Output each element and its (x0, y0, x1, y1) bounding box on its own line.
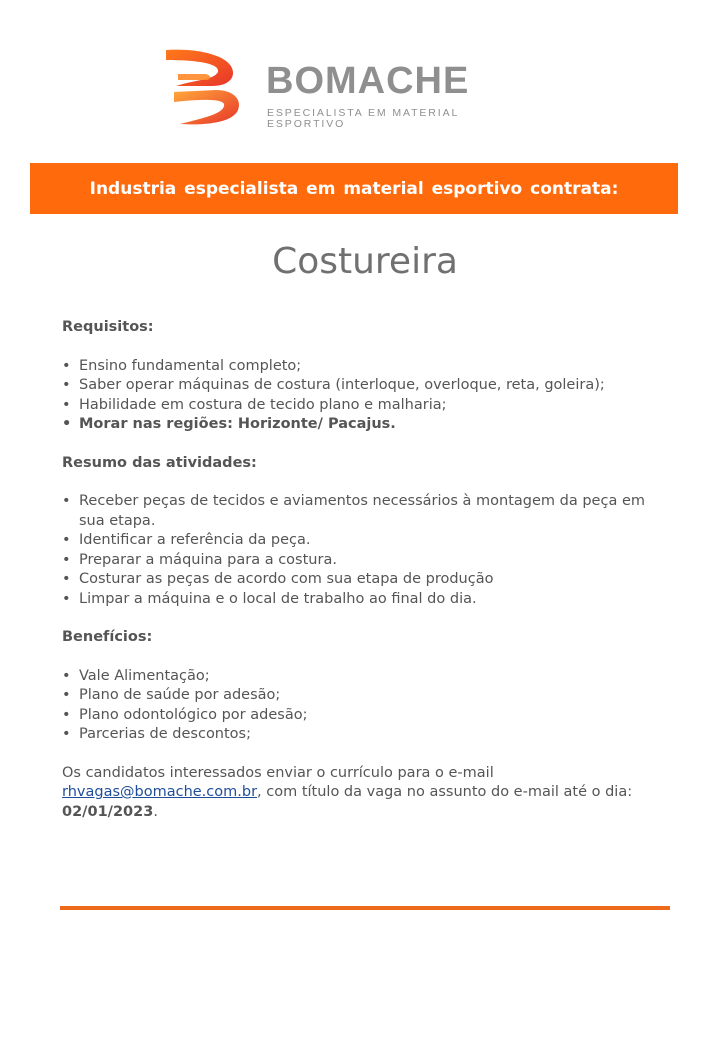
application-instructions (62, 764, 662, 823)
contact-intro: Os candidatos interessados enviar o currículo para o e-mail (62, 764, 494, 781)
hiring-banner-text: Industria especialista em material esportivo contrata: (89, 178, 619, 199)
list-item: • Saber operar máquinas de costura (interloque, overloque, reta, goleira); (62, 376, 662, 396)
list-item: • Plano odontológico por adesão; (62, 706, 662, 726)
bomache-b-mark-icon (164, 46, 244, 126)
contact-end: . (153, 803, 158, 820)
hiring-banner (30, 163, 678, 214)
list-item: • Ensino fundamental completo; (62, 357, 662, 377)
job-title: Costureira (272, 241, 458, 282)
list-item: • Identificar a referência da peça. (62, 531, 662, 551)
footer-divider (60, 906, 670, 910)
email-link[interactable]: rhvagas@bomache.com.br (62, 784, 258, 800)
requirements-list (62, 357, 662, 435)
brand-logo (160, 44, 540, 130)
job-description (62, 318, 662, 822)
brand-name: BOMACHE (266, 60, 470, 102)
list-item: • Habilidade em costura de tecido plano e malharia; (62, 396, 662, 416)
list-item: • Preparar a máquina para a costura. (62, 551, 662, 571)
benefits-list (62, 667, 662, 745)
list-item: • Receber peças de tecidos e aviamentos necessários à montagem da peça em sua etapa. (62, 492, 662, 531)
requirements-heading: Requisitos: (62, 319, 154, 335)
list-item: • Parcerias de descontos; (62, 725, 662, 745)
list-item: • Limpar a máquina e o local de trabalho ao final do dia. (62, 590, 662, 610)
activities-list (62, 492, 662, 609)
list-item: • Morar nas regiões: Horizonte/ Pacajus. (62, 415, 662, 435)
brand-tagline: ESPECIALISTA EM MATERIAL ESPORTIVO (267, 107, 459, 130)
list-item: • Vale Alimentação; (62, 667, 662, 687)
list-item: • Costurar as peças de acordo com sua etapa de produção (62, 570, 662, 590)
contact-middle: , com título da vaga no assunto do e-mail até o dia: (257, 784, 633, 800)
activities-heading: Resumo das atividades: (62, 454, 257, 471)
list-item: • Plano de saúde por adesão; (62, 686, 662, 706)
deadline-date: 02/01/2023 (62, 803, 154, 820)
benefits-heading: Benefícios: (62, 629, 153, 645)
